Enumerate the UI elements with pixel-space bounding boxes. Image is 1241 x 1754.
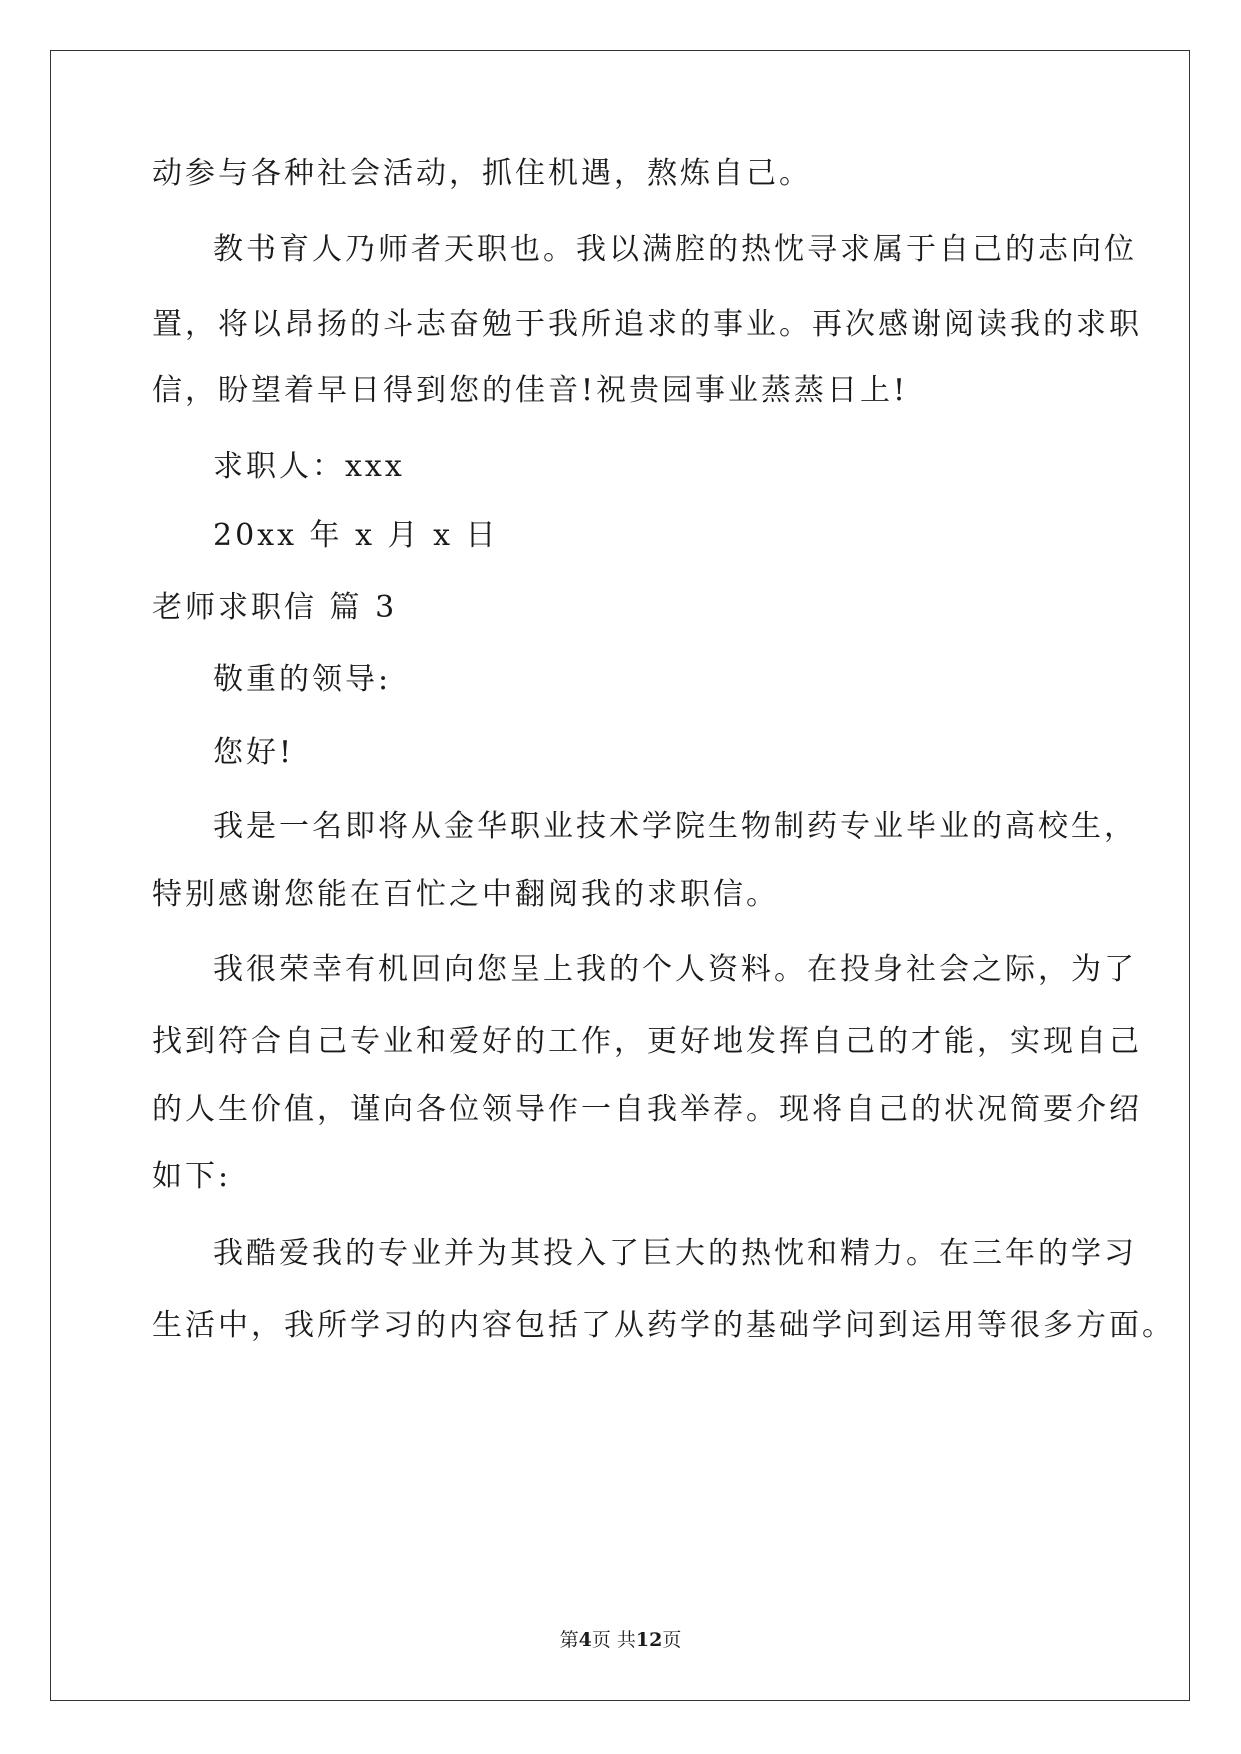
paragraph-line: 我很荣幸有机回向您呈上我的个人资料。在投身社会之际，为了 bbox=[213, 952, 1137, 987]
paragraph-line: 置，将以昂扬的斗志奋勉于我所追求的事业。再次感谢阅读我的求职 bbox=[152, 307, 1142, 342]
current-page-number: 4 bbox=[578, 1629, 592, 1651]
paragraph-line: 我酷爱我的专业并为其投入了巨大的热忱和精力。在三年的学习 bbox=[213, 1236, 1137, 1271]
salutation: 敬重的领导: bbox=[213, 662, 392, 697]
signature-line: 求职人：xxx bbox=[213, 449, 405, 484]
paragraph-line: 的人生价值，谨向各位领导作一自我举荐。现将自己的状况简要介绍 bbox=[152, 1092, 1142, 1127]
paragraph-line: 教书育人乃师者天职也。我以满腔的热忱寻求属于自己的志向位 bbox=[213, 232, 1137, 267]
paragraph-line: 信，盼望着早日得到您的佳音!祝贵园事业蒸蒸日上! bbox=[152, 373, 909, 408]
date-line: 20xx 年 x 月 x 日 bbox=[213, 518, 499, 553]
paragraph-line: 我是一名即将从金华职业技术学院生物制药专业毕业的高校生， bbox=[213, 809, 1137, 844]
section-heading: 老师求职信 篇 3 bbox=[152, 590, 398, 625]
paragraph-line: 找到符合自己专业和爱好的工作，更好地发挥自己的才能，实现自己 bbox=[152, 1024, 1142, 1059]
page-footer bbox=[0, 1628, 1241, 1652]
greeting: 您好! bbox=[213, 735, 295, 770]
total-page-count: 12 bbox=[635, 1629, 663, 1651]
paragraph-line: 特别感谢您能在百忙之中翻阅我的求职信。 bbox=[152, 877, 779, 912]
paragraph-line: 如下: bbox=[152, 1159, 232, 1194]
footer-middle: 页 共 bbox=[591, 1629, 636, 1651]
paragraph-line: 生活中，我所学习的内容包括了从药学的基础学问到运用等很多方面。 bbox=[152, 1308, 1175, 1343]
footer-prefix: 第 bbox=[559, 1629, 579, 1651]
paragraph-line: 动参与各种社会活动，抓住机遇，熬炼自己。 bbox=[152, 156, 812, 191]
footer-suffix: 页 bbox=[662, 1629, 682, 1651]
